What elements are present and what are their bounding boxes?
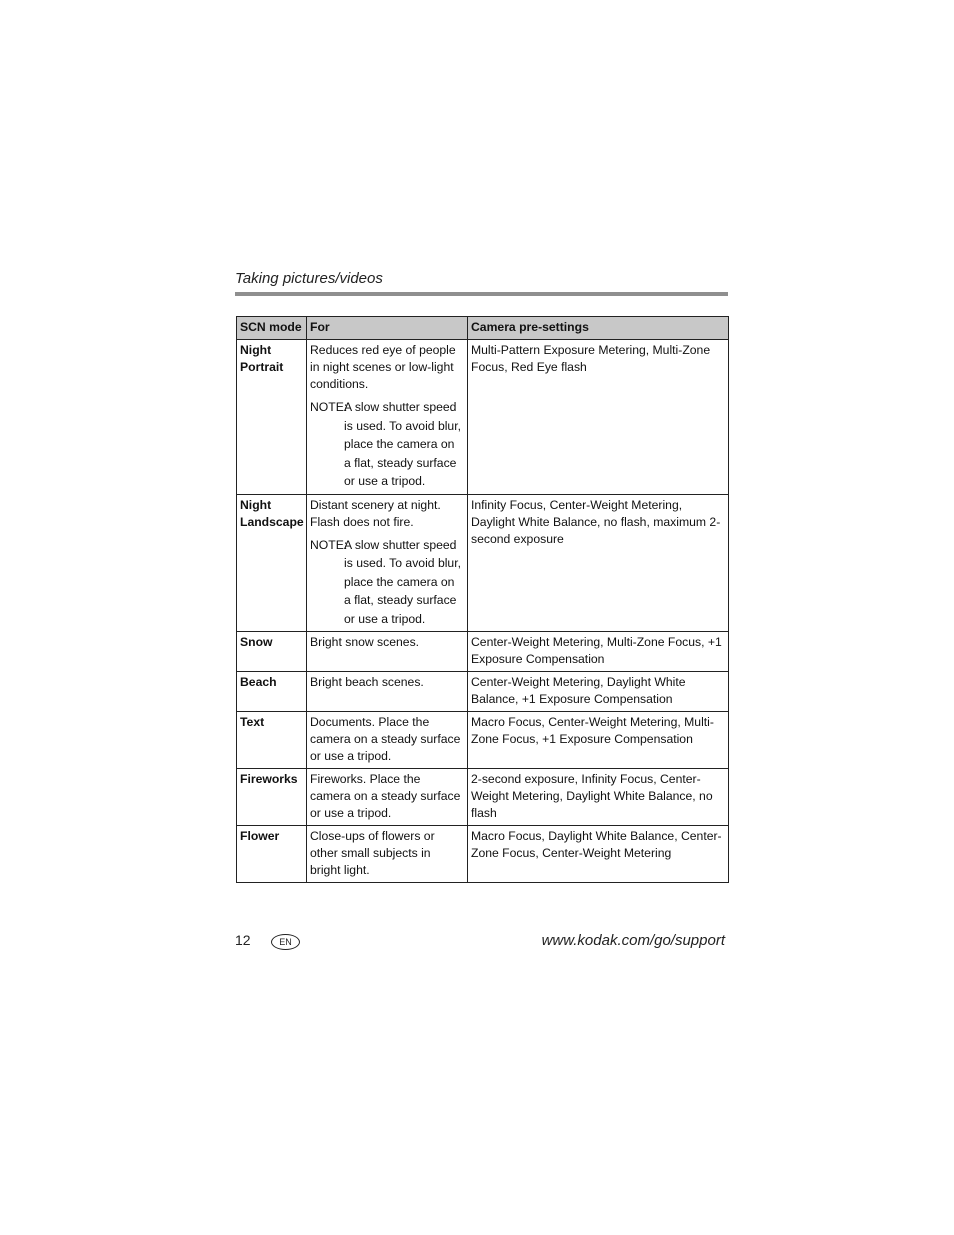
table-row <box>237 672 729 712</box>
for-cell: Fireworks. Place the camera on a steady surface or use a tripod. <box>307 769 468 826</box>
for-cell: Bright beach scenes. <box>307 672 468 712</box>
presettings-cell: Macro Focus, Center-Weight Metering, Multi-Zone Focus, +1 Exposure Compensation <box>468 712 729 769</box>
table-row <box>237 712 729 769</box>
mode-cell: Night Portrait <box>237 340 307 495</box>
table-row <box>237 632 729 672</box>
language-badge: EN <box>271 934 300 950</box>
for-cell: Close-ups of flowers or other small subjects in bright light. <box>307 826 468 883</box>
mode-cell: Night Landscape <box>237 494 307 632</box>
for-cell <box>307 340 468 495</box>
presettings-cell: Center-Weight Metering, Daylight White Balance, +1 Exposure Compensation <box>468 672 729 712</box>
presettings-cell: Macro Focus, Daylight White Balance, Center-Zone Focus, Center-Weight Metering <box>468 826 729 883</box>
note-text: A slow shutter speed is used. To avoid blur, place the camera on a flat, steady surface or use a tripod. <box>344 537 461 626</box>
for-cell <box>307 494 468 632</box>
scn-mode-table <box>236 316 729 883</box>
section-title: Taking pictures/videos <box>235 270 383 287</box>
for-cell: Bright snow scenes. <box>307 632 468 672</box>
mode-cell: Fireworks <box>237 769 307 826</box>
for-cell: Documents. Place the camera on a steady surface or use a tripod. <box>307 712 468 769</box>
column-header: For <box>307 317 468 340</box>
mode-cell: Snow <box>237 632 307 672</box>
mode-cell: Flower <box>237 826 307 883</box>
page-number: 12 <box>235 932 251 948</box>
column-header: Camera pre-settings <box>468 317 729 340</box>
table-header-row <box>237 317 729 340</box>
table-row <box>237 769 729 826</box>
note <box>310 398 464 491</box>
presettings-cell: 2-second exposure, Infinity Focus, Center-Weight Metering, Daylight White Balance, no flash <box>468 769 729 826</box>
note-label: NOTE: <box>310 400 348 414</box>
support-url: www.kodak.com/go/support <box>541 932 725 949</box>
presettings-cell: Center-Weight Metering, Multi-Zone Focus, +1 Exposure Compensation <box>468 632 729 672</box>
presettings-cell: Multi-Pattern Exposure Metering, Multi-Zone Focus, Red Eye flash <box>468 340 729 495</box>
mode-cell: Text <box>237 712 307 769</box>
mode-cell: Beach <box>237 672 307 712</box>
for-text: Distant scenery at night. Flash does not fire. <box>310 497 441 529</box>
presettings-cell: Infinity Focus, Center-Weight Metering, Daylight White Balance, no flash, maximum 2-second exposure <box>468 494 729 632</box>
column-header: SCN mode <box>237 317 307 340</box>
note <box>310 536 464 629</box>
table-row <box>237 494 729 632</box>
note-label: NOTE: <box>310 537 348 552</box>
table-row <box>237 340 729 495</box>
note-text: A slow shutter speed is used. To avoid blur, place the camera on a flat, steady surface or use a tripod. <box>344 400 461 488</box>
for-text: Reduces red eye of people in night scenes or low-light conditions. <box>310 343 456 391</box>
title-rule <box>235 292 728 296</box>
table-row <box>237 826 729 883</box>
